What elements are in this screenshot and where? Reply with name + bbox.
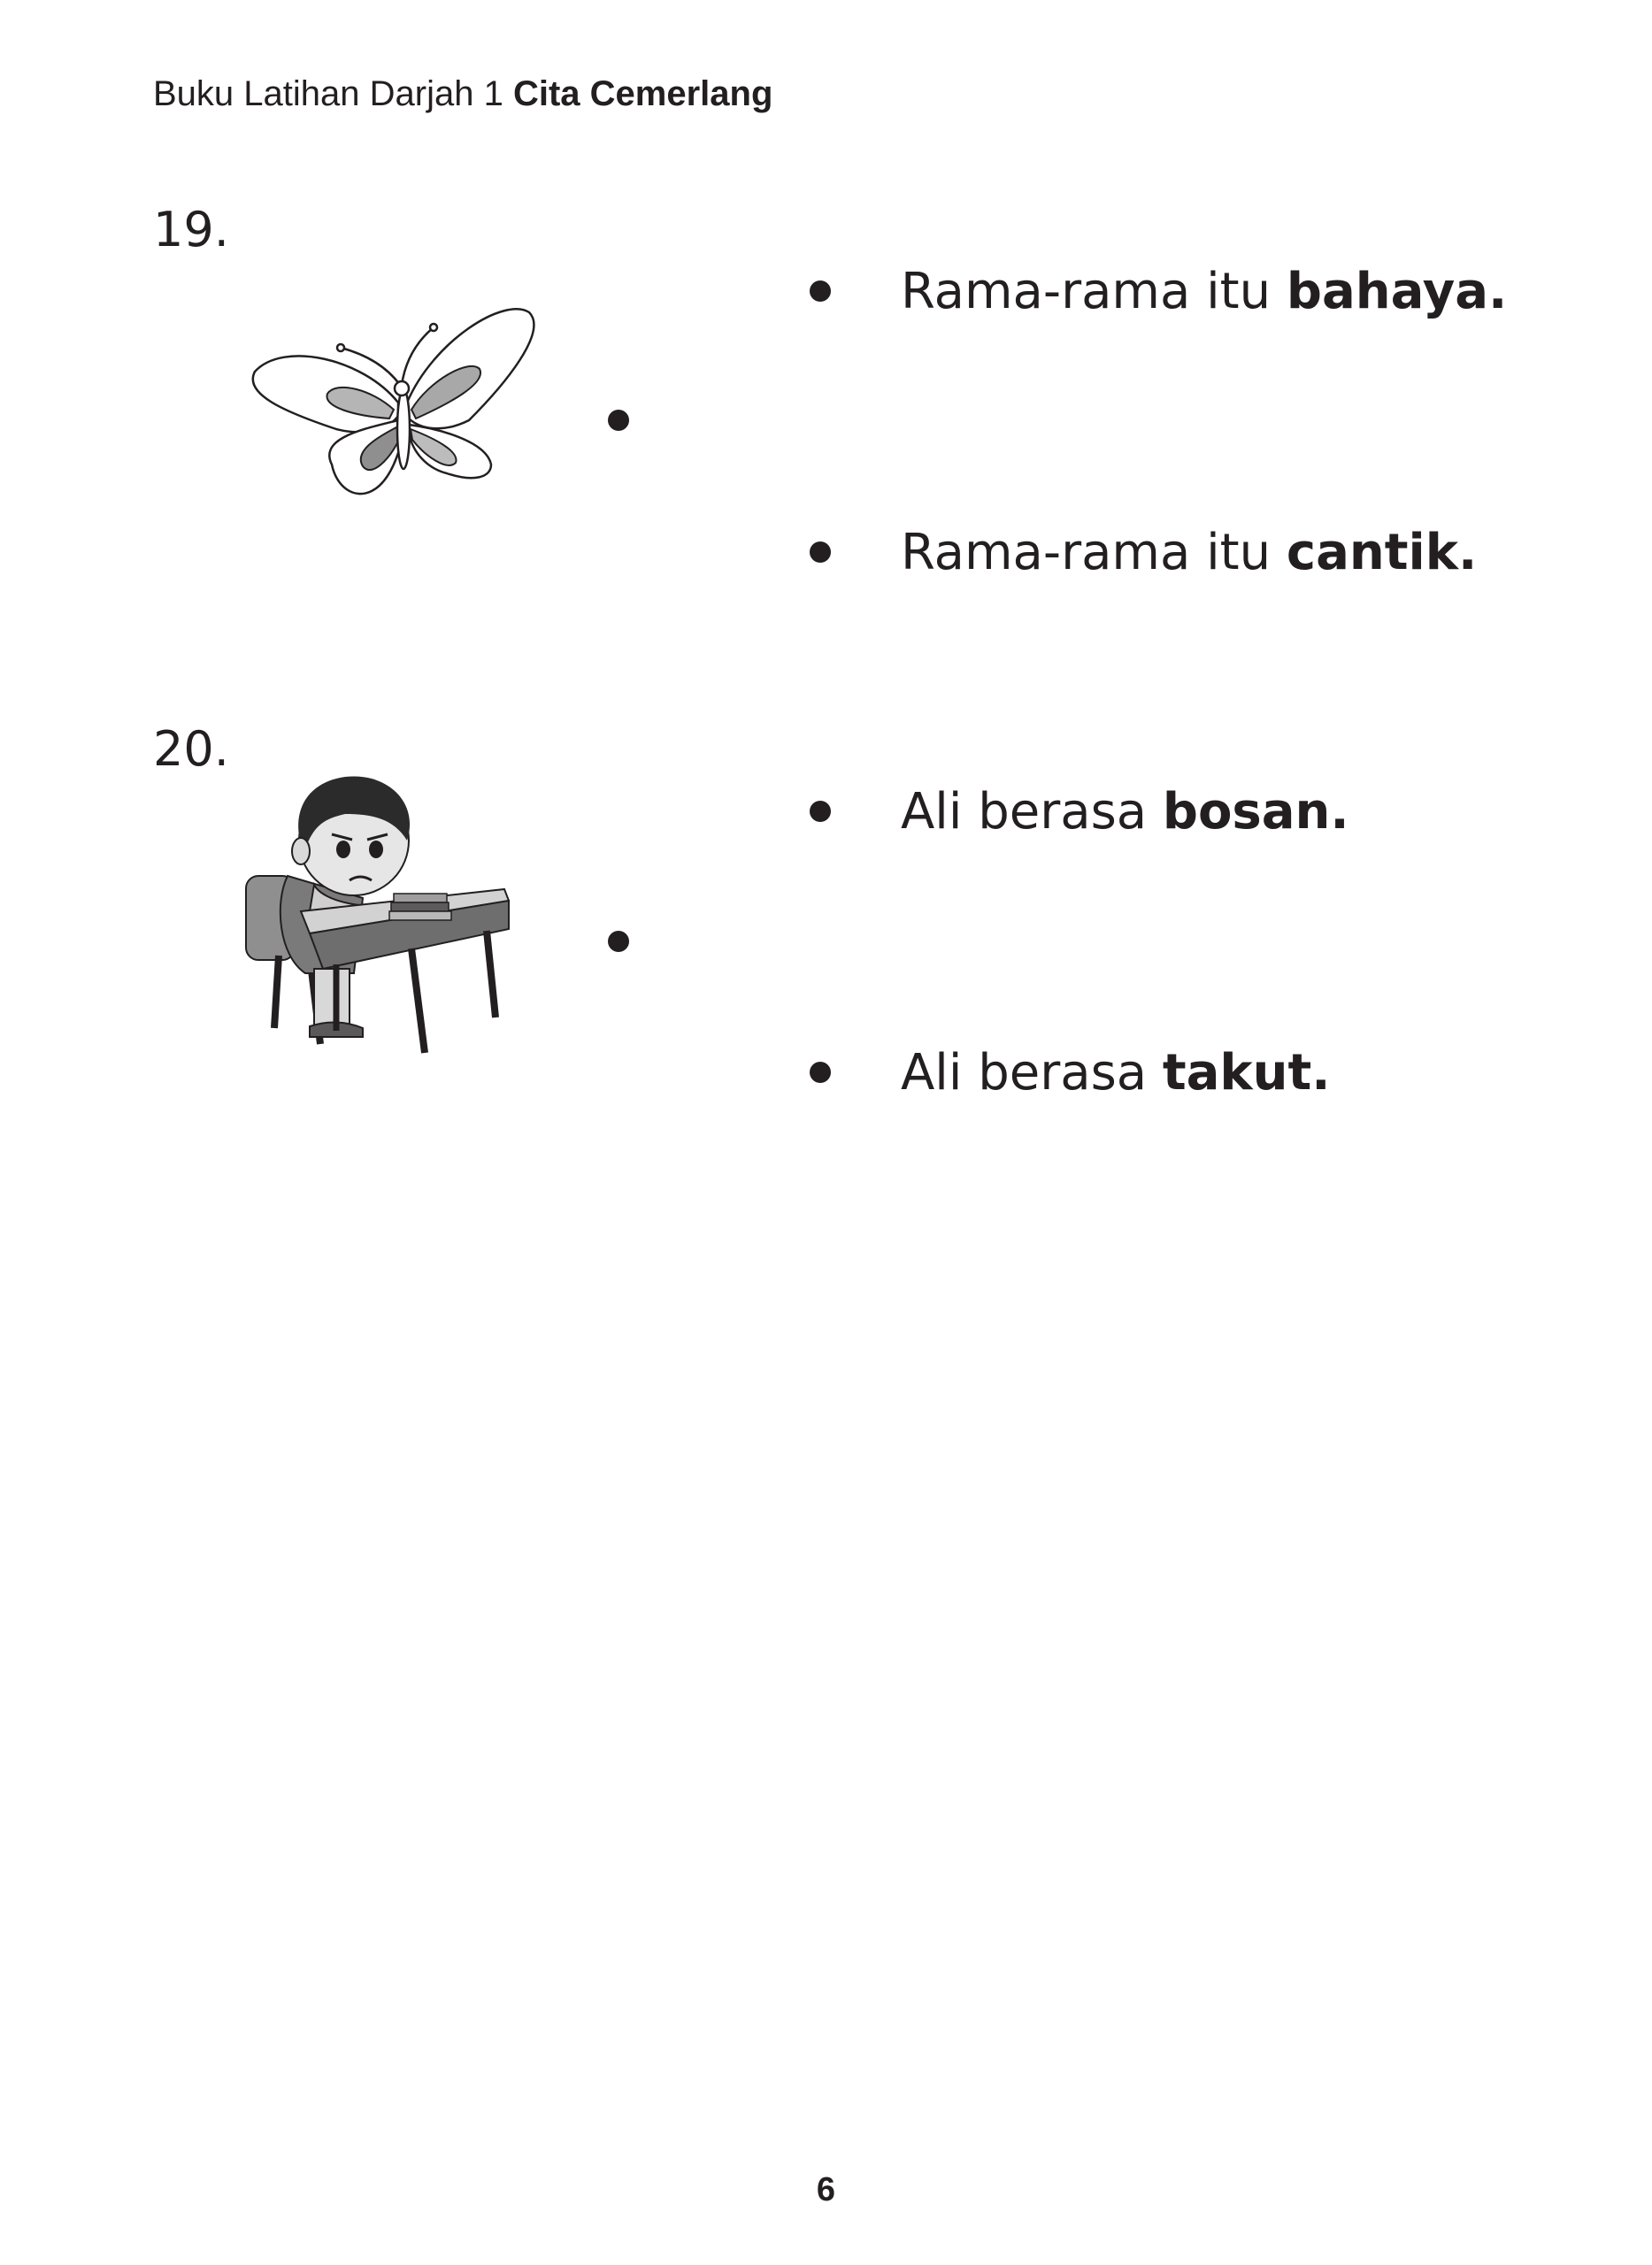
option-dot-20b[interactable] bbox=[810, 1062, 831, 1083]
page-number: 6 bbox=[816, 2171, 836, 2208]
option-19b-text: Rama-rama itu bbox=[901, 524, 1287, 581]
option-19a-answer: bahaya. bbox=[1286, 263, 1508, 320]
header-series: Cita Cemerlang bbox=[512, 74, 773, 113]
option-20a-text: Ali berasa bbox=[901, 783, 1163, 841]
option-19a-text: Rama-rama itu bbox=[901, 263, 1287, 320]
option-20a-answer: bosan. bbox=[1162, 783, 1349, 841]
option-20b bbox=[901, 1044, 1331, 1102]
option-20b-text: Ali berasa bbox=[901, 1044, 1163, 1102]
option-19b bbox=[901, 524, 1478, 581]
option-20b-answer: takut. bbox=[1162, 1044, 1331, 1102]
sad-boy-at-desk-icon bbox=[239, 752, 513, 1066]
question-number-20: 20. bbox=[153, 721, 229, 777]
option-20a bbox=[901, 783, 1349, 841]
option-dot-20a[interactable] bbox=[810, 801, 831, 822]
option-19b-answer: cantik. bbox=[1286, 524, 1478, 581]
match-dot-19[interactable] bbox=[608, 410, 629, 431]
match-dot-20[interactable] bbox=[608, 931, 629, 952]
option-dot-19b[interactable] bbox=[810, 541, 831, 563]
question-number-19: 19. bbox=[153, 202, 229, 257]
butterfly-icon bbox=[248, 296, 540, 509]
option-dot-19a[interactable] bbox=[810, 280, 831, 302]
page-header bbox=[153, 74, 772, 114]
option-19a bbox=[901, 263, 1508, 320]
header-title: Buku Latihan Darjah 1 bbox=[153, 74, 503, 113]
